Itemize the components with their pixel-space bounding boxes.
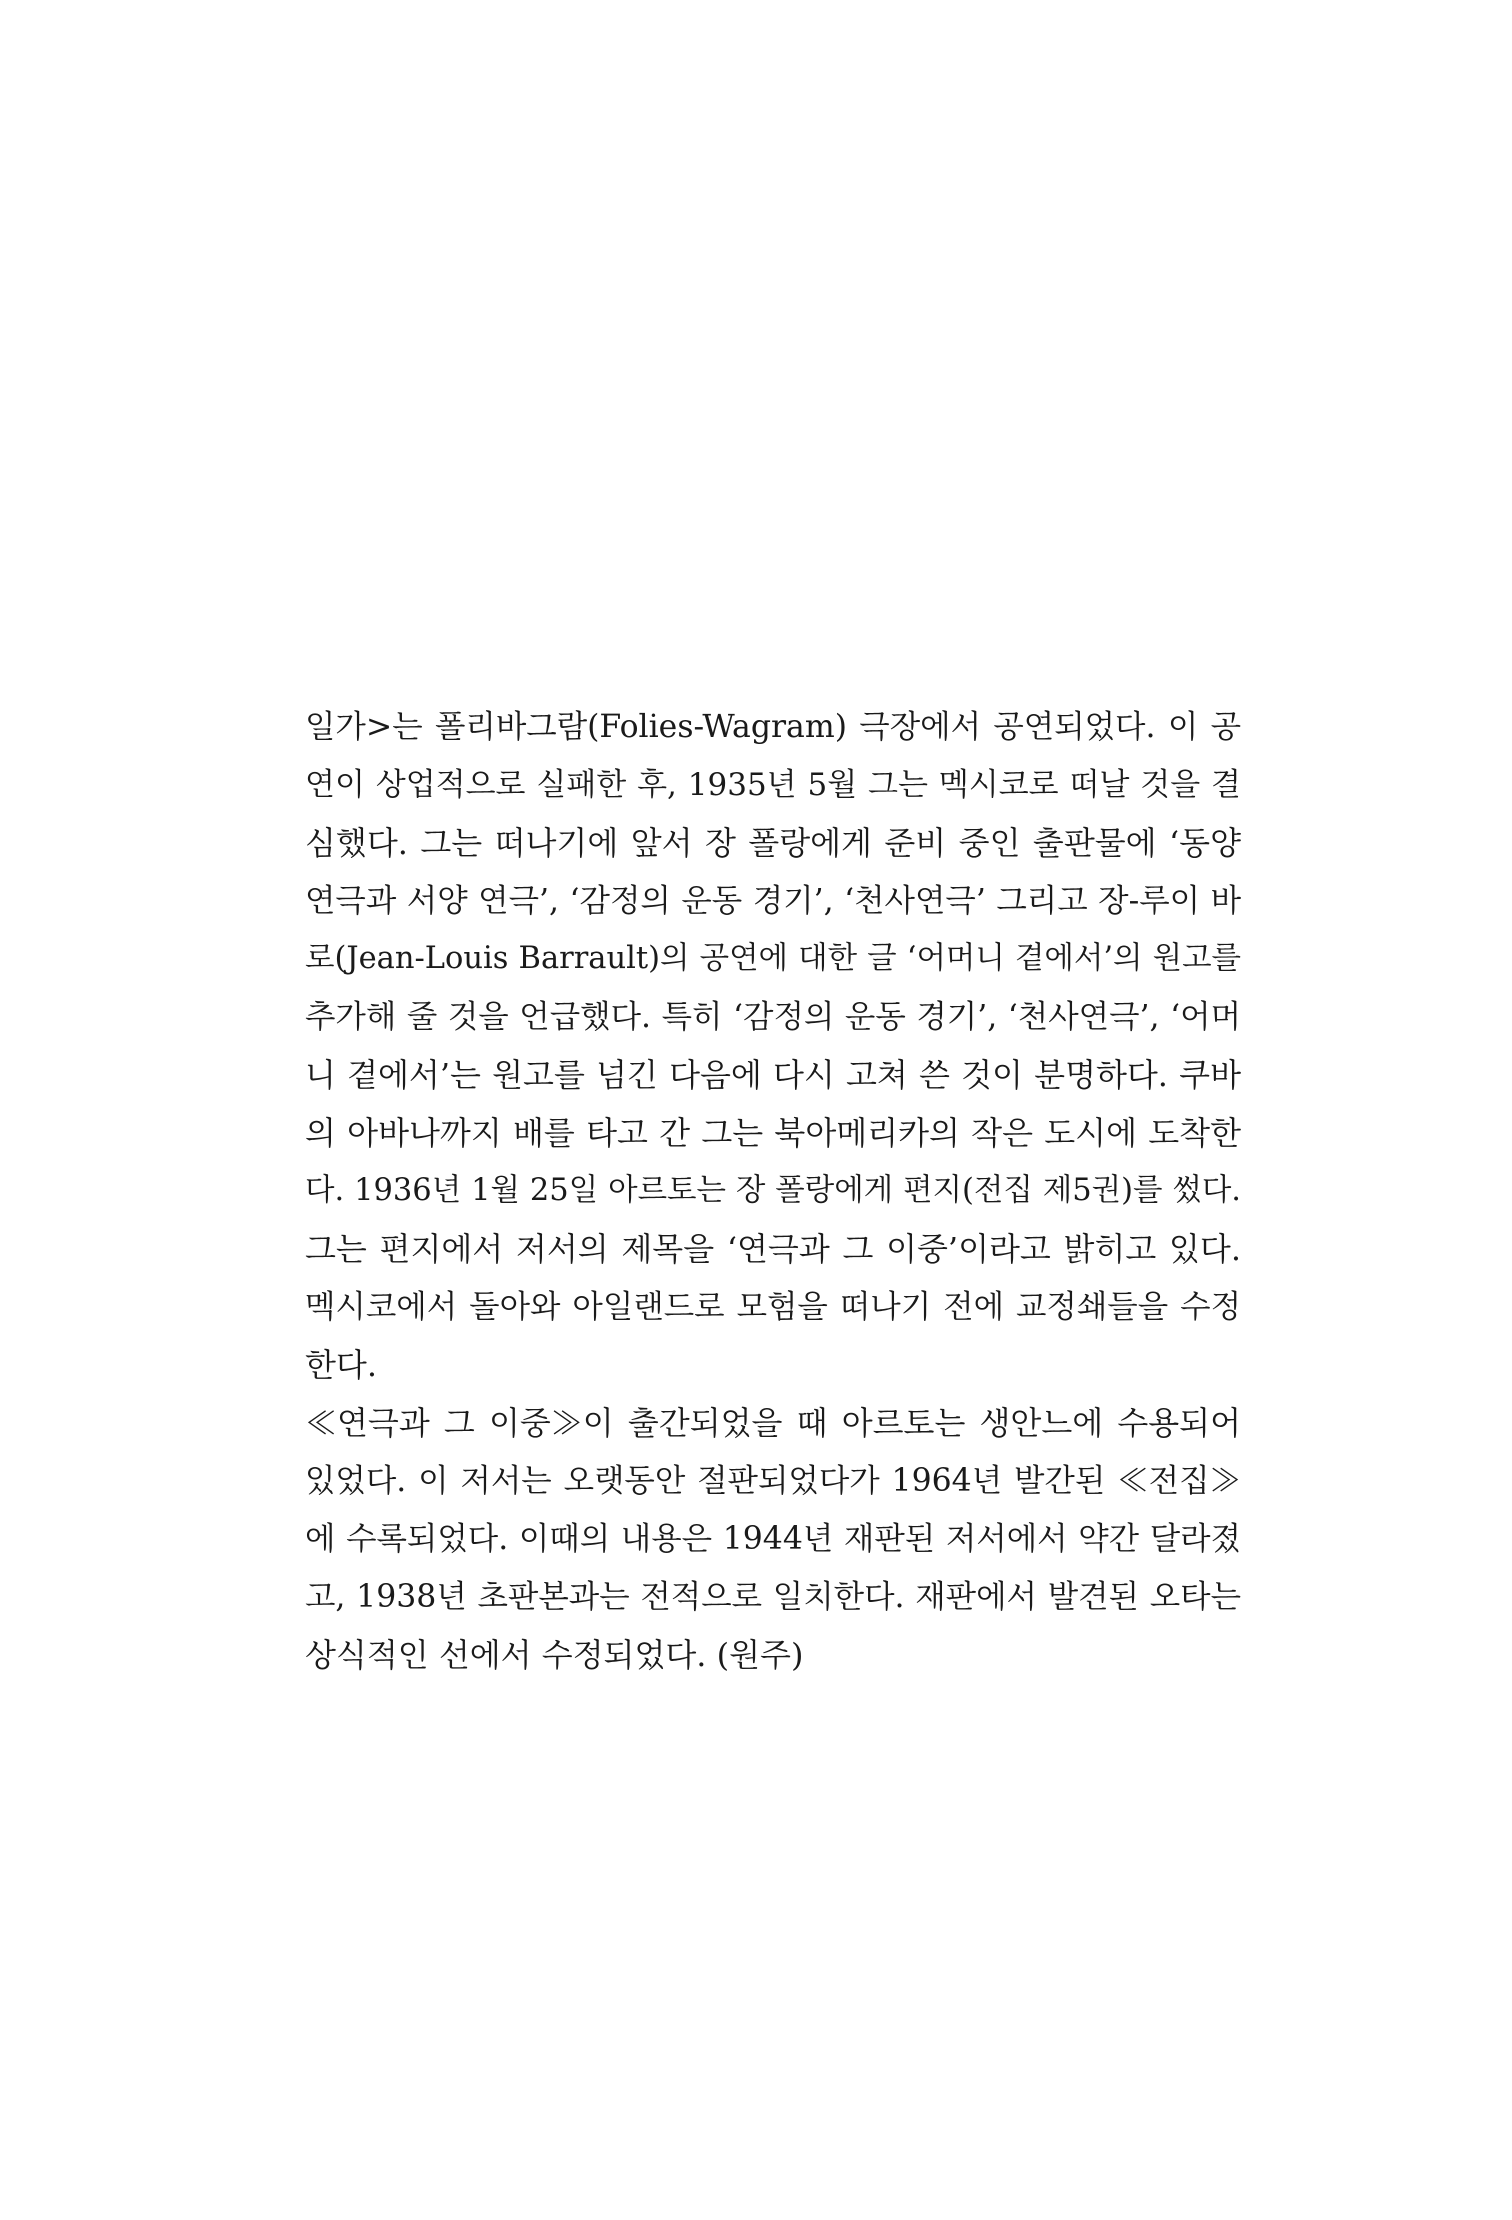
text-line: 추가해 줄 것을 언급했다. 특히 ‘감정의 운동 경기’, ‘천사연극’, ‘어머	[305, 999, 1241, 1035]
text-line: 니 곁에서’는 원고를 넘긴 다음에 다시 고쳐 쓴 것이 분명하다. 쿠바	[305, 1056, 1241, 1094]
text-line: 상식적인 선에서 수정되었다. (원주)	[305, 1636, 804, 1674]
text-line: 의 아바나까지 배를 타고 간 그는 북아메리카의 작은 도시에 도착한	[305, 1114, 1241, 1152]
paragraph-2	[305, 1394, 1241, 1684]
text-line: 다. 1936년 1월 25일 아르토는 장 폴랑에게 편지(전집 제5권)를 썼다.	[305, 1173, 1241, 1208]
text-line: 멕시코에서 돌아와 아일랜드로 모험을 떠나기 전에 교정쇄들을 수정	[305, 1289, 1241, 1325]
text-line: 에 수록되었다. 이때의 내용은 1944년 재판된 저서에서 약간 달라졌	[305, 1521, 1241, 1557]
text-line: 고, 1938년 초판본과는 전적으로 일치한다. 재판에서 발견된 오타는	[305, 1579, 1241, 1615]
text-line: 일가>는 폴리바그람(Folies-Wagram) 극장에서 공연되었다. 이 공	[305, 709, 1241, 745]
text-line: ≪연극과 그 이중≫이 출간되었을 때 아르토는 생안느에 수용되어	[305, 1404, 1241, 1442]
text-line: 로(Jean-Louis Barrault)의 공연에 대한 글 ‘어머니 곁에서’의 원고를	[305, 941, 1241, 976]
text-line: 연극과 서양 연극’, ‘감정의 운동 경기’, ‘천사연극’ 그리고 장-루이 바	[305, 883, 1241, 919]
text-line: 있었다. 이 저서는 오랫동안 절판되었다가 1964년 발간된 ≪전집≫	[305, 1463, 1241, 1499]
text-line: 연이 상업적으로 실패한 후, 1935년 5월 그는 멕시코로 떠날 것을 결	[305, 767, 1241, 803]
text-line: 그는 편지에서 저서의 제목을 ‘연극과 그 이중’이라고 밝히고 있다.	[305, 1230, 1241, 1268]
paragraph-1	[305, 698, 1241, 1394]
body-text	[305, 698, 1241, 1684]
text-line: 한다.	[305, 1346, 377, 1384]
text-line: 심했다. 그는 떠나기에 앞서 장 폴랑에게 준비 중인 출판물에 ‘동양	[305, 824, 1241, 862]
